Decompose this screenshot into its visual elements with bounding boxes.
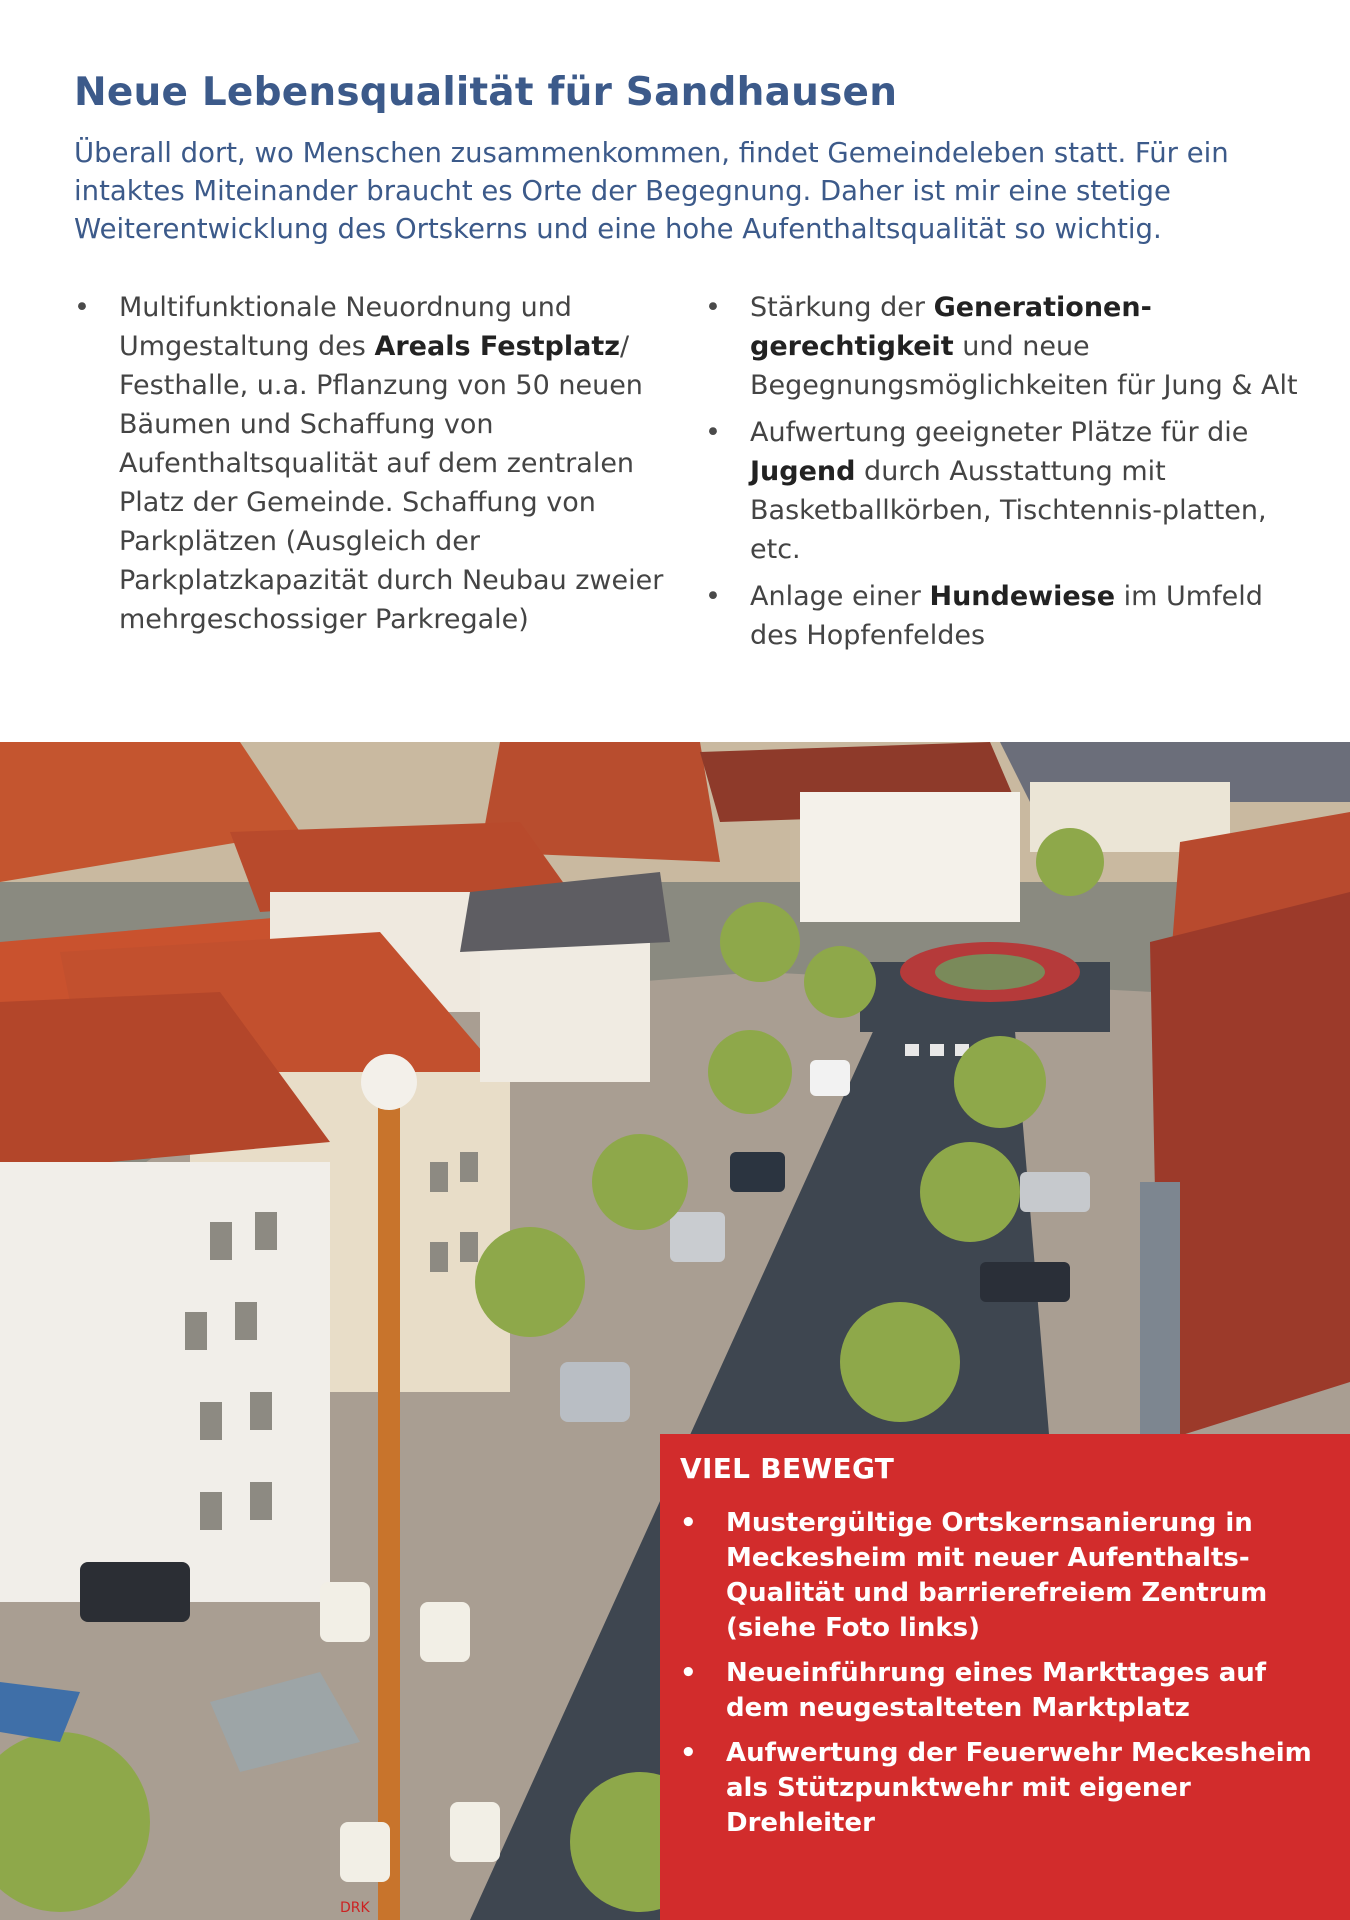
list-item-text: Aufwertung der Feuerwehr Meckesheim als Stützpunktwehr mit eigener Drehleiter (726, 1738, 1312, 1838)
white-house (0, 1162, 330, 1602)
maypole-crown (361, 1054, 417, 1110)
bullet-list-right (705, 288, 1305, 663)
list-item (680, 1506, 1335, 1646)
list-item-text: Neueinführung eines Markttages auf dem neugestalteten Marktplatz (726, 1658, 1267, 1723)
list-item-bold: Areals Festplatz (374, 331, 620, 362)
list-item-text: Stärkung der (750, 292, 934, 323)
list-item (680, 1656, 1335, 1726)
bullet-icon: • (705, 581, 721, 612)
white-house (800, 792, 1020, 922)
bullet-icon: • (680, 1508, 697, 1538)
list-item-text: Anlage einer (750, 581, 930, 612)
list-item (680, 1736, 1335, 1841)
highlight-box (660, 1434, 1350, 1920)
highlight-list (680, 1506, 1335, 1851)
roundabout-center (935, 954, 1045, 990)
list-item (705, 413, 1305, 569)
list-item-text: und neue Begegnungsmöglichkeiten für Jung & Alt (750, 331, 1298, 401)
page-title: Neue Lebensqualität für Sandhausen (74, 70, 898, 115)
list-item-text: im Umfeld des Hopfenfeldes (750, 581, 1263, 651)
bullet-icon: • (74, 292, 90, 323)
list-item-bold: Generationen-gerechtigkeit (750, 292, 1152, 362)
list-item (705, 288, 1305, 405)
maypole (378, 1092, 400, 1920)
highlight-heading: VIEL BEWEGT (680, 1452, 895, 1485)
list-item-bold: Hundewiese (929, 581, 1116, 612)
bullet-icon: • (705, 292, 721, 323)
list-item-bold: Jugend (750, 456, 856, 487)
list-item-text: / Festhalle, u.a. Pflanzung von 50 neuen Bäumen und Schaffung von Aufenthaltsqualität auf dem zentralen Platz der Gemeinde. Schaffung von Parkplätzen (Ausgleich der Parkplatzkapazität durch Neubau zweier mehrgeschossiger Parkregale) (119, 331, 664, 635)
bullet-icon: • (705, 417, 721, 448)
list-item (705, 577, 1305, 655)
list-item-text: Aufwertung geeigneter Plätze für die (750, 417, 1249, 448)
list-item (74, 288, 674, 639)
list-item-text: durch Ausstattung mit Basketballkörben, Tischtennis-platten, etc. (750, 456, 1267, 565)
intro-paragraph: Überall dort, wo Menschen zusammenkommen, findet Gemeindeleben statt. Für ein intaktes Miteinander braucht es Orte der Begegnung. Daher ist mir eine stetige Weiterentwicklung des Ortskerns und eine hohe Aufenthaltsqualität so wichtig. (74, 137, 1229, 245)
bullet-list-left (74, 288, 674, 647)
list-item-text: Multifunktionale Neuordnung und Umgestaltung des (119, 292, 572, 362)
bullet-icon: • (680, 1658, 697, 1688)
bullet-icon: • (680, 1738, 697, 1768)
list-item-text: Mustergültige Ortskernsanierung in Meckesheim mit neuer Aufenthalts-Qualität und barrierefreiem Zentrum (siehe Foto links) (726, 1508, 1268, 1643)
drk-sign-label: DRK (340, 1900, 370, 1916)
